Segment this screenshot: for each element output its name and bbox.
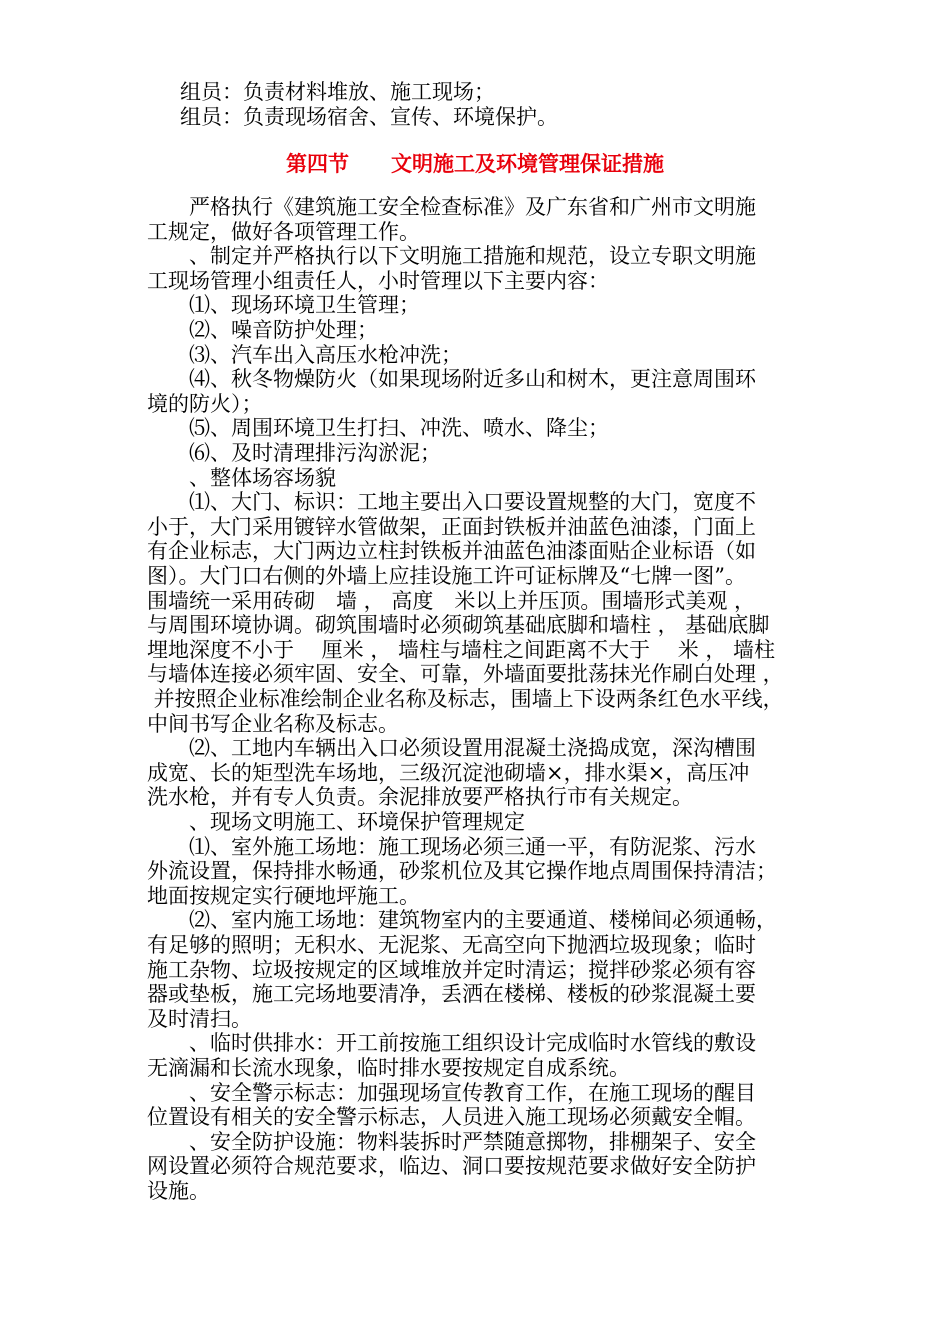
paragraph-line: 有足够的照明；无积水、无泥浆、无高空向下抛洒垃圾现象；临时 (147, 933, 756, 957)
section-heading: 第四节 文明施工及环境管理保证措施 (286, 151, 664, 176)
paragraph-line: 施工杂物、垃圾按规定的区域堆放并定时清运；搅拌砂浆必须有容 (147, 957, 756, 982)
paragraph-line: 、安全防护设施：物料装拆时严禁随意掷物，排棚架子、安全 (147, 1129, 756, 1154)
paragraph-line: 外流设置，保持排水畅通，砂浆机位及其它操作地点周围保持清洁； (147, 859, 777, 884)
paragraph-line: 有企业标志，大门两边立柱封铁板并油蓝色油漆面贴企业标语（如 (147, 539, 756, 564)
top-line-2: 组员：负责现场宿舍、宣传、环境保护。 (180, 105, 558, 129)
paragraph-line: 工规定，做好各项管理工作。 (147, 219, 420, 244)
paragraph-line: 、现场文明施工、环境保护管理规定 (147, 810, 525, 834)
paragraph-line: 围墙统一采用砖砌 墙 ， 高度 米以上并压顶。围墙形式美观 ， (147, 588, 756, 613)
paragraph-line: 严格执行《建筑施工安全检查标准》及广东省和广州市文明施 (147, 195, 756, 219)
paragraph-line: 与墙体连接必须牢固、安全、可靠，外墙面要批荡抹光作刷白处理 ， (147, 662, 784, 687)
paragraph-line: 设施。 (147, 1179, 210, 1203)
paragraph-line: 图）。大门口右侧的外墙上应挂设施工许可证标牌及“七牌一图”。 (147, 564, 746, 588)
paragraph-line: 工现场管理小组责任人，小时管理以下主要内容： (147, 268, 609, 293)
paragraph-line: 小于，大门采用镀锌水管做架，正面封铁板并油蓝色油漆，门面上 (147, 514, 756, 539)
paragraph-line: 与周围环境协调。砌筑围墙时必须砌筑基础底脚和墙柱 ， 基础底脚 (147, 613, 770, 638)
paragraph-line: 无滴漏和长流水现象，临时排水要按规定自成系统。 (147, 1056, 630, 1080)
paragraph-line: ⑵、室内施工场地：建筑物室内的主要通道、楼梯间必须通畅， (147, 908, 777, 933)
paragraph-line: 并按照企业标准绘制企业名称及标志，围墙上下设两条红色水平线， (147, 687, 784, 711)
paragraph-line: ⑶、汽车出入高压水枪冲洗； (147, 342, 462, 367)
paragraph-line: 、安全警示标志：加强现场宣传教育工作，在施工现场的醒目 (147, 1080, 756, 1105)
paragraph-line: ⑴、现场环境卫生管理； (147, 293, 420, 318)
paragraph-line: ⑴、大门、标识：工地主要出入口要设置规整的大门，宽度不 (147, 490, 756, 515)
paragraph-line: 、临时供排水：开工前按施工组织设计完成临时水管线的敷设 (147, 1031, 756, 1056)
paragraph-line: 埋地深度不小于 厘米 ， 墙柱与墙柱之间距离不大于 米 ， 墙柱 (147, 637, 776, 662)
paragraph-line: 地面按规定实行硬地坪施工。 (147, 883, 420, 908)
paragraph-line: 网设置必须符合规范要求，临边、洞口要按规范要求做好安全防护 (147, 1154, 756, 1179)
paragraph-line: 位置设有相关的安全警示标志，人员进入施工现场必须戴安全帽。 (147, 1105, 756, 1130)
paragraph-line: 洗水枪，并有专人负责。余泥排放要严格执行市有关规定。 (147, 785, 693, 810)
paragraph-line: 及时清扫。 (147, 1006, 252, 1031)
paragraph-line: 境的防火）； (147, 391, 263, 416)
paragraph-line: ⑵、噪音防护处理； (147, 318, 378, 342)
paragraph-line: ⑵、工地内车辆出入口必须设置用混凝土浇捣成宽，深沟槽围 (147, 736, 756, 761)
paragraph-line: 器或垫板，施工完场地要清净，丢洒在楼梯、楼板的砂浆混凝土要 (147, 982, 756, 1007)
paragraph-line: ⑹、及时清理排污沟淤泥； (147, 441, 441, 465)
paragraph-line: ⑷、秋冬物燥防火（如果现场附近多山和树木，更注意周围环 (147, 367, 756, 392)
paragraph-line: 中间书写企业名称及标志。 (147, 711, 399, 736)
paragraph-line: 、制定并严格执行以下文明施工措施和规范，设立专职文明施 (147, 244, 756, 269)
paragraph-line: 、整体场容场貌 (147, 465, 336, 490)
paragraph-line: ⑸、周围环境卫生打扫、冲洗、喷水、降尘； (147, 416, 609, 441)
top-line-1: 组员：负责材料堆放、施工现场； (180, 80, 495, 104)
paragraph-line: 成宽、长的矩型洗车场地，三级沉淀池砌墙×，排水渠×，高压冲 (147, 760, 750, 785)
paragraph-line: ⑴、室外施工场地：施工现场必须三通一平，有防泥浆、污水 (147, 834, 756, 859)
